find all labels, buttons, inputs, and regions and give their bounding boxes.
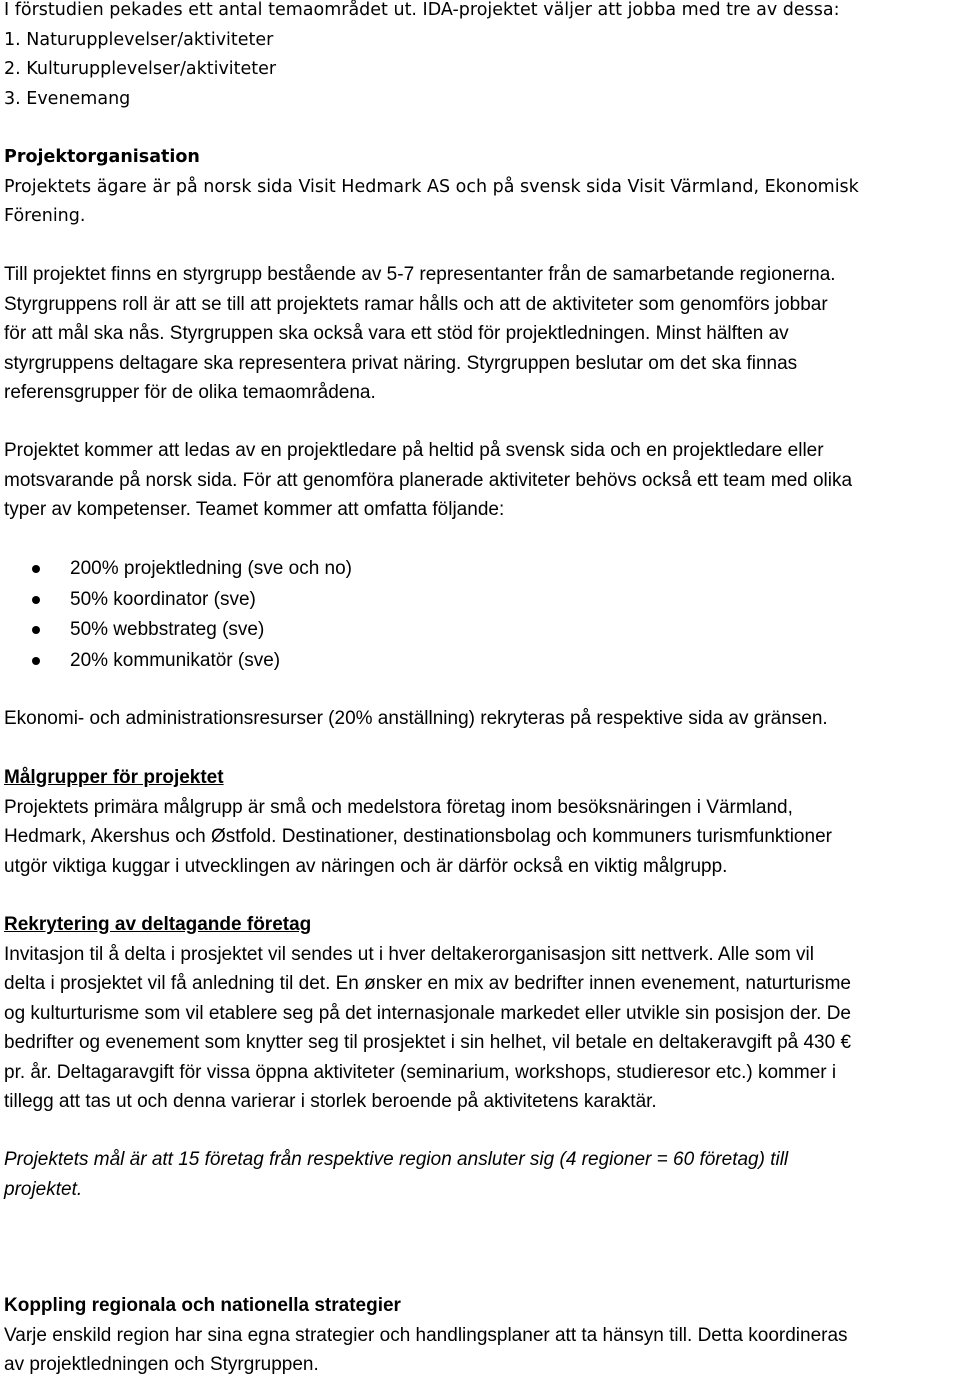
steering-text-line: referensgrupper för de olika temaområdena. [4,382,376,403]
targets-text-line: utgör viktiga kuggar i utvecklingen av näringen och är därför också en viktig målgrupp. [4,855,728,877]
recruit-text-line: pr. år. Deltagaravgift för vissa öppna aktiviteter (seminarium, workshops, studieresor etc.) kommer i [4,1061,837,1083]
steering-text-line: Till projektet finns en styrgrupp bestående av 5-7 representanter från de samarbetande regionerna. [4,264,836,285]
targets-heading: Målgrupper för projektet [4,767,224,788]
list-item: 1. Naturupplevelser/aktiviteter [4,29,274,50]
org-section [4,143,956,232]
recruit-text-line: bedrifter og evenement som knytter seg til prosjektet i sin helhet, vil betale en deltakeravgift på 430 € [4,1032,852,1053]
recruit-text-line: delta i prosjektet vil få anledning til det. En ønsker en mix av bedrifter innen evenement, naturturisme [4,973,851,994]
goal-text-line: projektet. [4,1178,83,1200]
intro-text: I förstudien pekades ett antal temaområdet ut. IDA-projektet väljer att jobba med tre av dessa: [4,0,840,20]
bullet-icon [32,596,40,604]
economy-text: Ekonomi- och administrationsresurser (20% anställning) rekryteras på respektive sida av gränsen. [4,708,828,729]
list-item: 20% kommunikatör (sve) [30,646,352,677]
bullet-icon [32,657,40,665]
targets-text-line: Hedmark, Akershus och Østfold. Destinationer, destinationsbolag och kommuners turismfunktioner [4,826,832,847]
recruit-text-line: tillegg att tas ut och denna varierar i storlek beroende på aktivitetens karaktär. [4,1091,657,1112]
recruit-text-line: Invitasjon til å delta i prosjektet vil sendes ut i hver deltakerorganisasjon sitt nettverk. Alle som vil [4,943,814,965]
bullet-icon [32,626,40,634]
strategies-heading: Koppling regionala och nationella strategier [4,1295,401,1316]
recruit-heading: Rekrytering av deltagande företag [4,914,312,935]
steering-text-line: Styrgruppens roll är att se till att projektets ramar hålls och att de aktiviteter som genomförs jobbar [4,293,828,315]
org-heading: Projektorganisation [4,147,200,167]
goal-section [4,1145,956,1204]
recruit-text-line: og kulturturisme som vil etablere seg på det internasjonale markedet eller utvikle sin posisjon der. De [4,1002,851,1024]
steering-text-line: styrgruppens deltagare ska representera privat näring. Styrgruppen beslutar om det ska finnas [4,352,798,374]
list-item: 50% koordinator (sve) [30,585,352,616]
team-section [4,436,956,525]
team-list [30,554,352,676]
economy-section [4,704,956,734]
team-text-line: typer av kompetenser. Teamet kommer att omfatta följande: [4,499,505,520]
bullet-icon [32,565,40,573]
list-item: 50% webbstrateg (sve) [30,615,352,646]
strategies-section [4,1291,956,1380]
strategies-text-line: Varje enskild region har sina egna strategier och handlingsplaner att ta hänsyn till. Detta koordineras [4,1324,848,1346]
goal-text-line: Projektets mål är att 15 företag från respektive region ansluter sig (4 regioner = 60 företag) till [4,1149,789,1170]
recruit-section [4,910,956,1117]
targets-section [4,763,956,881]
targets-text-line: Projektets primära målgrupp är små och medelstora företag inom besöksnäringen i Värmland, [4,796,793,818]
strategies-text-line: av projektledningen och Styrgruppen. [4,1354,319,1375]
steering-section [4,260,956,408]
team-text-line: motsvarande på norsk sida. För att genomföra planerade aktiviteter behövs också ett team med olika [4,469,853,491]
list-item: 200% projektledning (sve och no) [30,554,352,585]
team-text-line: Projektet kommer att ledas av en projektledare på heltid på svensk sida och en projektledare eller [4,440,824,461]
org-text-line: Förening. [4,206,86,226]
intro-section [4,0,956,114]
list-item: 2. Kulturupplevelser/aktiviteter [4,59,277,79]
steering-text-line: för att mål ska nås. Styrgruppen ska också vara ett stöd för projektledningen. Minst hälften av [4,323,789,344]
org-text-line: Projektets ägare är på norsk sida Visit Hedmark AS och på svensk sida Visit Värmland, Ekonomisk [4,176,859,197]
list-item: 3. Evenemang [4,88,131,109]
